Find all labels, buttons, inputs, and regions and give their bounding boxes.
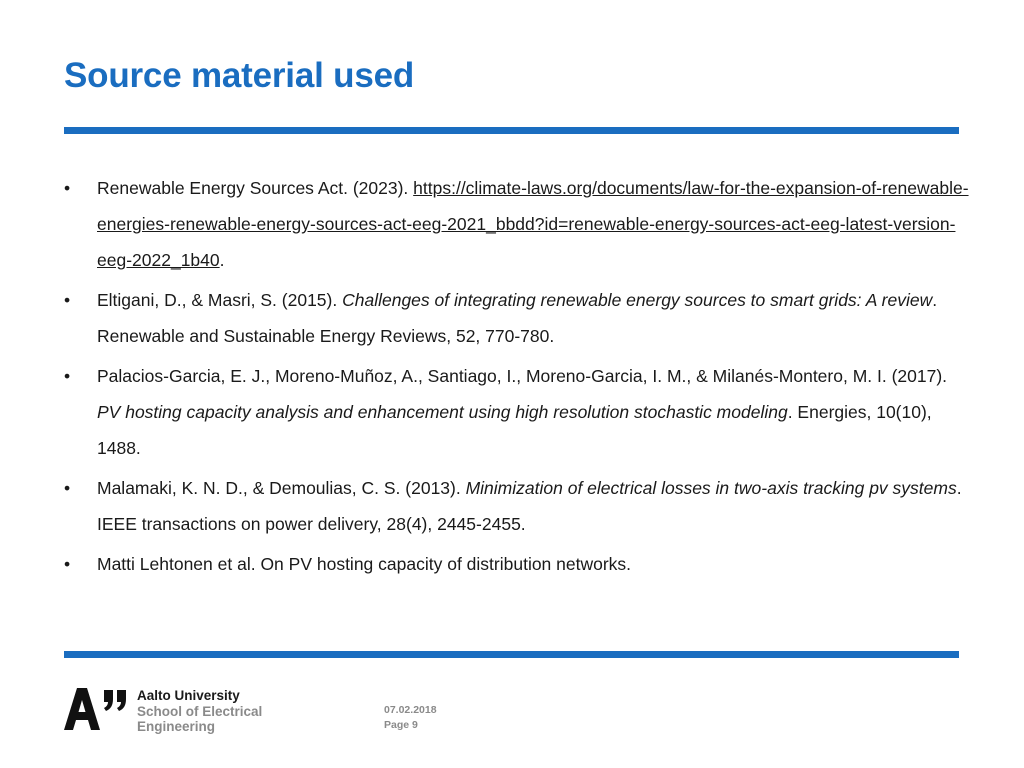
reference-text: Renewable Energy Sources Act. (2023). — [97, 178, 414, 198]
reference-source: . Energies, 10(10), 1488. — [97, 402, 932, 458]
slide-title: Source material used — [64, 56, 415, 95]
school-name-line1: School of Electrical — [137, 703, 263, 719]
reference-source: . Renewable and Sustainable Energy Reviews, 52, 770-780. — [97, 290, 938, 346]
reference-list — [64, 170, 974, 586]
reference-authors: Palacios-Garcia, E. J., Moreno-Muñoz, A., Santiago, I., Moreno-Garcia, I. M., & Milanés-Montero, M. I. (2017). — [97, 366, 948, 386]
reference-text: Matti Lehtonen et al. On PV hosting capacity of distribution networks. — [97, 554, 632, 574]
bullet: • — [64, 178, 71, 198]
page-number: Page 9 — [384, 719, 418, 731]
footer-meta — [384, 703, 437, 733]
reference-item — [64, 358, 974, 466]
reference-item — [64, 470, 974, 542]
reference-authors: Eltigani, D., & Masri, S. (2015). — [97, 290, 343, 310]
bullet: • — [64, 554, 71, 574]
reference-title: PV hosting capacity analysis and enhancement using high resolution stochastic modeling — [97, 402, 788, 422]
title-divider — [64, 127, 959, 134]
reference-item — [64, 546, 974, 582]
school-name-line2: Engineering — [137, 719, 216, 734]
aalto-logo-icon — [64, 688, 130, 732]
footer-divider — [64, 651, 959, 658]
reference-item — [64, 282, 974, 354]
reference-source: . IEEE transactions on power delivery, 28(4), 2445-2455. — [97, 478, 962, 534]
bullet: • — [64, 478, 71, 498]
reference-link[interactable]: https://climate-laws.org/documents/law-for-the-expansion-of-renewable-energies-renewable-energy-sources-act-eeg-2021_bbdd?id=renewable-energy-sources-act-eeg-latest-version-eeg-2022_1b40 — [97, 178, 969, 270]
university-name: Aalto University — [137, 688, 240, 703]
reference-title: Minimization of electrical losses in two-axis tracking pv systems — [465, 478, 957, 498]
reference-authors: Malamaki, K. N. D., & Demoulias, C. S. (2013). — [97, 478, 466, 498]
slide-date: 07.02.2018 — [384, 704, 437, 716]
bullet: • — [64, 290, 71, 310]
reference-title: Challenges of integrating renewable energy sources to smart grids: A review — [342, 290, 933, 310]
reference-item — [64, 170, 974, 278]
reference-text-end: . — [219, 250, 225, 270]
bullet: • — [64, 366, 71, 386]
organization-name — [137, 688, 262, 735]
